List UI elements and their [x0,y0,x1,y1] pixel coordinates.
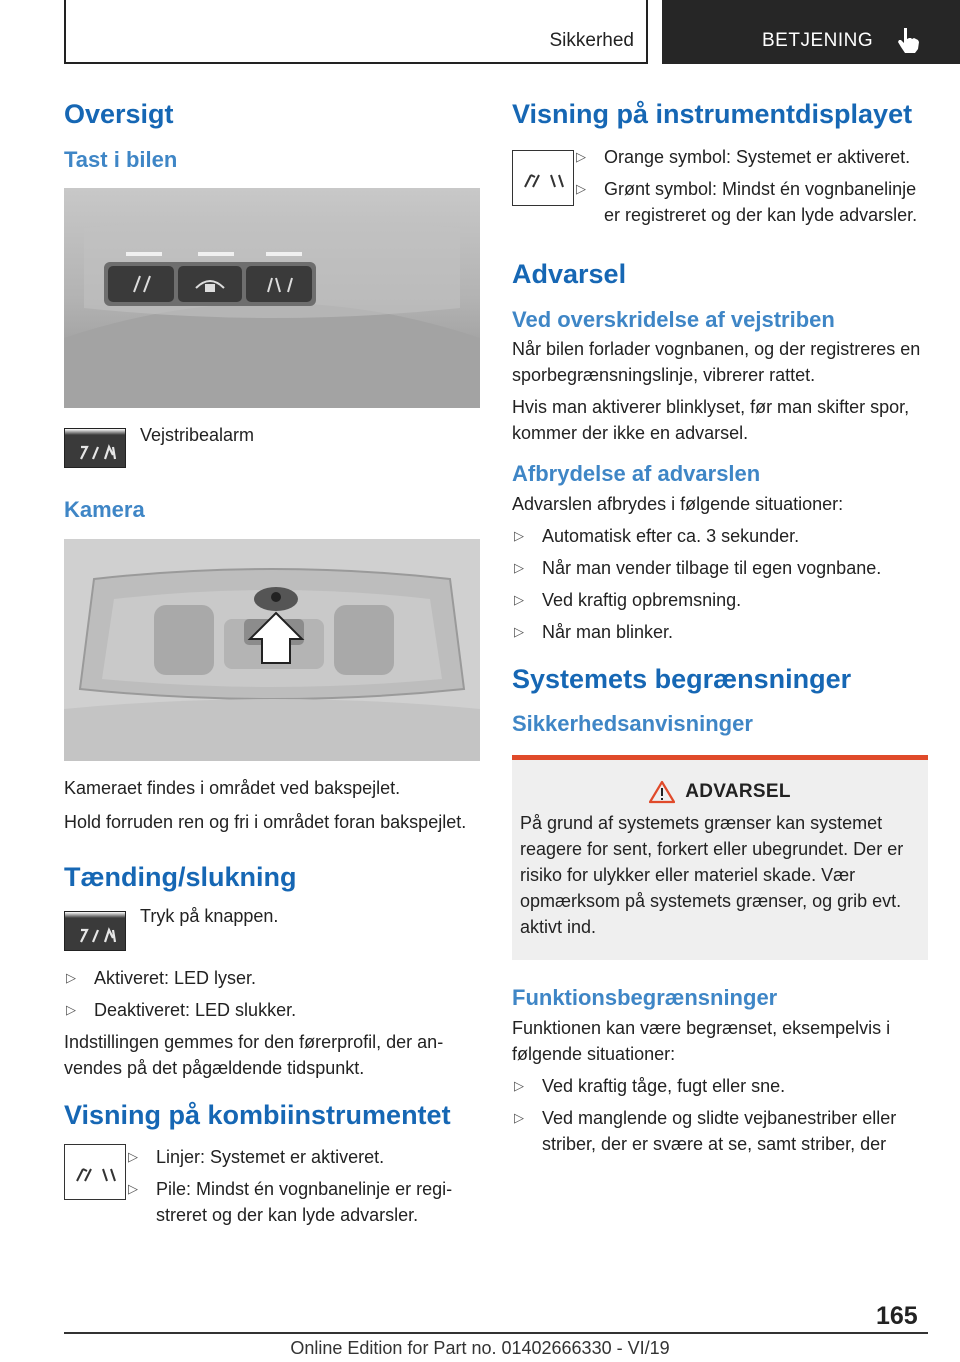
overskridelse-paragraph-2: Hvis man aktiverer blinklyset, før man skifter spor, kommer der ikke en advarsel. [512,397,910,444]
warning-triangle-icon [649,780,675,804]
funktion-paragraph: Funktionen kan være begrænset, eksempelvis i følgende situationer: [512,1017,891,1064]
list-item: ▷ Ved kraftig opbremsning. [512,587,928,613]
afbrydelse-list [512,523,928,645]
heading-taending-slukning: Tænding/slukning [64,861,297,892]
warning-title: ADVARSEL [685,781,791,803]
header-chapter-title: BETJENING [762,30,874,51]
header-chapter-box [662,0,960,64]
header-section-title: Sikkerhed [549,30,634,51]
subheading-tast-i-bilen: Tast i bilen [64,146,178,172]
photo-buttons-panel [64,188,480,408]
taending-instruction: Tryk på knappen. [140,905,279,926]
warning-header [520,780,920,804]
kombi-list [126,1144,480,1228]
footer-divider [64,1332,928,1334]
list-item: ▷ Automatisk efter ca. 3 sekunder. [512,523,928,549]
triangle-bullet-icon: ▷ [128,1149,138,1165]
triangle-bullet-icon: ▷ [514,591,524,607]
triangle-bullet-icon: ▷ [576,148,586,164]
triangle-bullet-icon: ▷ [66,1001,76,1017]
triangle-bullet-icon: ▷ [514,559,524,575]
warning-box [512,755,928,960]
lane-lines-display-icon [64,1144,126,1200]
subheading-afbrydelse: Afbrydelse af advarslen [512,461,761,487]
list-item: ▷ Når man vender tilbage til egen vognbane. [512,555,928,581]
subheading-funktionsbegraensninger: Funktionsbegrænsninger [512,985,778,1011]
taending-paragraph: Indstillingen gemmes for den førerprofil, der anvendes på det pågældende tidspunkt. [64,1031,444,1078]
triangle-bullet-icon: ▷ [514,1077,524,1093]
caption-vejstribealarm: Vejstribealarm [140,425,255,446]
list-item: ▷ Deaktiveret: LED slukker. [64,997,480,1023]
header-section-box [64,0,648,64]
symbol-row-kombi [64,1144,480,1228]
warning-text: På grund af systemets grænser kan systemet reagere for sent, forkert eller ubegrundet. Der er risiko for ulykker eller materiel skade. Vær opmærksom på systemets grænser, og grib evt. aktivt ind. [520,813,904,938]
list-item: ▷ Aktiveret: LED lyser. [64,965,480,991]
heading-oversigt: Oversigt [64,99,174,129]
subheading-overskridelse: Ved overskridelse af vejstriben [512,306,835,332]
hand-pointer-icon [896,26,922,54]
lane-departure-button-icon [64,428,126,468]
symbol-row-vejstribealarm [64,425,480,468]
list-item: ▷ Ved manglende og slidte vejbanestriber eller striber, der er svære at se, samt striber, der [512,1105,928,1157]
taending-list [64,965,480,1023]
symbol-row-taending [64,903,480,951]
triangle-bullet-icon: ▷ [514,1109,524,1125]
photo-camera-windshield [64,539,480,761]
triangle-bullet-icon: ▷ [576,180,586,196]
list-item: ▷ Orange symbol: Systemet er aktiveret. [574,144,928,170]
left-column [64,98,480,1228]
list-item: ▷ Linjer: Systemet er aktiveret. [126,1144,480,1170]
triangle-bullet-icon: ▷ [128,1181,138,1197]
triangle-bullet-icon: ▷ [66,969,76,985]
subheading-kamera: Kamera [64,497,145,523]
afbrydelse-paragraph: Advarslen afbrydes i følgende situationer: [512,493,844,514]
list-item: ▷ Ved kraftig tåge, fugt eller sne. [512,1073,928,1099]
list-item: ▷ Pile: Mindst én vognbanelinje er registreret og der kan lyde advarsler. [126,1176,480,1228]
right-column [512,98,928,1157]
subheading-sikkerhedsanvisninger: Sikkerhedsanvisninger [512,711,753,737]
funktion-list [512,1073,928,1157]
symbol-row-instrument [512,146,928,228]
triangle-bullet-icon: ▷ [514,527,524,543]
triangle-bullet-icon: ▷ [514,623,524,639]
lane-departure-button-icon [64,911,126,951]
kamera-paragraph-1: Kameraet findes i området ved bakspejlet. [64,777,401,798]
list-item: ▷ Når man blinker. [512,619,928,645]
heading-visning-kombiinstrument: Visning på kombiinstrumentet [64,1099,451,1130]
footer-edition-text: Online Edition for Part no. 01402666330 - VI/19 [290,1338,670,1358]
kamera-paragraph-2: Hold forruden ren og fri i området foran bakspejlet. [64,811,467,832]
heading-visning-instrumentdisplay: Visning på instrumentdisplayet [512,99,913,129]
overskridelse-paragraph-1: Når bilen forlader vognbanen, og der registreres en sporbegrænsningslinje, vibrerer rattet. [512,339,921,386]
heading-systemets-begraensninger: Systemets begrænsninger [512,663,852,694]
list-item: ▷ Grønt symbol: Mindst én vognbanelinje er registreret og der kan lyde advarsler. [574,176,928,228]
lane-lines-display-icon [512,150,574,206]
instrument-list [574,144,928,228]
page-number: 165 [876,1302,918,1330]
heading-advarsel: Advarsel [512,258,627,289]
